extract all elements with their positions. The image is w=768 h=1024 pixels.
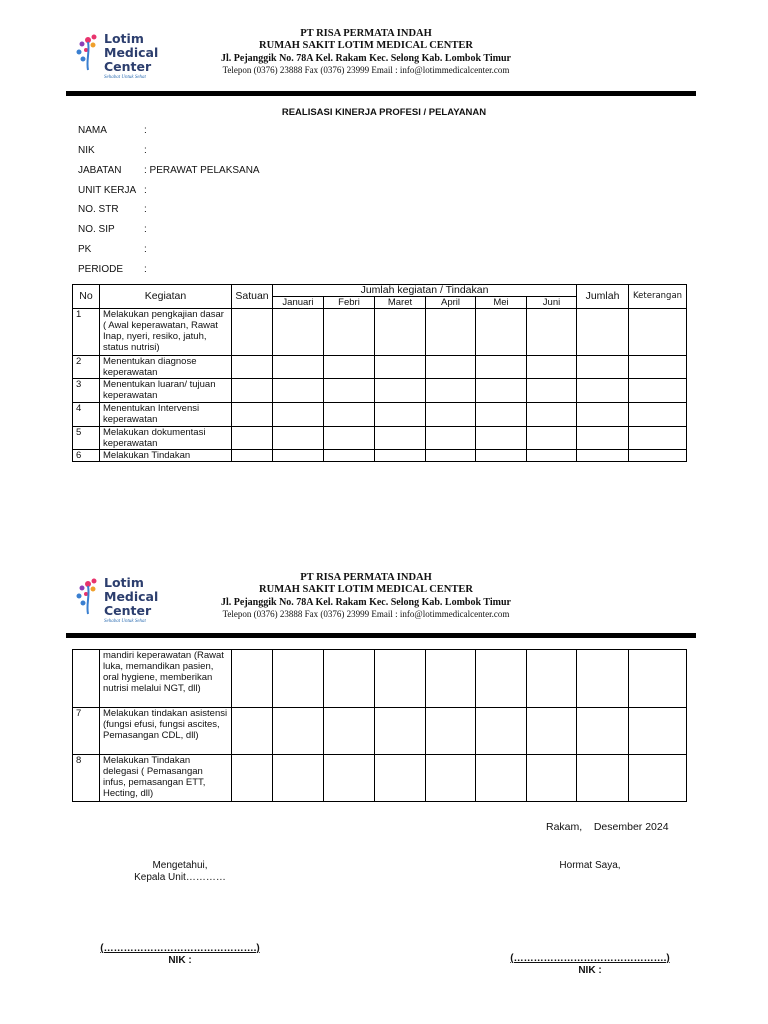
- hospital-name: RUMAH SAKIT LOTIM MEDICAL CENTER: [259, 40, 473, 51]
- header-divider: [66, 91, 696, 96]
- activity-table-continued: [72, 649, 687, 802]
- header-jumlah: Jumlah: [577, 285, 629, 309]
- field-no-sip: NO. SIP :: [78, 224, 147, 235]
- left-signer: [85, 943, 275, 967]
- header-satuan: Satuan: [232, 285, 273, 309]
- hospital-contact: Telepon (0376) 23888 Fax (0376) 23999 Email : info@lotimmedicalcenter.com: [222, 609, 510, 619]
- table-row: 2 Menentukan diagnose keperawatan: [73, 356, 687, 379]
- hospital-contact: Telepon (0376) 23888 Fax (0376) 23999 Email : info@lotimmedicalcenter.com: [222, 65, 510, 75]
- hospital-name: RUMAH SAKIT LOTIM MEDICAL CENTER: [259, 584, 473, 595]
- left-signer-nik: NIK :: [168, 955, 192, 966]
- activity-table: [72, 284, 687, 462]
- logo-flower-icon: [72, 574, 102, 624]
- right-signer-name: (……………………………………….): [510, 953, 670, 964]
- hospital-address: Jl. Pejanggik No. 78A Kel. Rakam Kec. Selong Kab. Lombok Timur: [221, 53, 511, 64]
- field-nama: NAMA :: [78, 125, 147, 136]
- mengetahui-label: Mengetahui,: [152, 860, 208, 871]
- kepala-unit-label: Kepala Unit…………: [134, 872, 226, 883]
- header-month-febri: Febri: [324, 297, 375, 309]
- logo-tagline: Sehabat Untuk Sehat: [104, 619, 146, 624]
- table-row: 8 Melakukan Tindakan delegasi ( Pemasangan infus, pemasangan ETT, Hecting, dll): [73, 755, 687, 802]
- header-month-april: April: [426, 297, 476, 309]
- field-unit-kerja: UNIT KERJA :: [78, 185, 147, 196]
- hormat-saya-label: Hormat Saya,: [559, 860, 621, 871]
- letterhead: [66, 28, 696, 98]
- header-keterangan: Keterangan: [629, 285, 687, 309]
- logo-line3: Center: [104, 603, 152, 618]
- hospital-logo: [72, 574, 162, 634]
- logo-line3: Center: [104, 59, 152, 74]
- logo-flower-icon: [72, 30, 102, 80]
- company-name: PT RISA PERMATA INDAH: [300, 28, 432, 39]
- header-divider-page2: [66, 633, 696, 638]
- table-row: 5 Melakukan dokumentasi keperawatan: [73, 427, 687, 450]
- header-no: No: [73, 285, 100, 309]
- place-date: Rakam, Desember 2024: [546, 821, 669, 833]
- document-title: REALISASI KINERJA PROFESI / PELAYANAN: [281, 107, 487, 118]
- header-month-maret: Maret: [375, 297, 426, 309]
- hospital-logo: [72, 30, 162, 90]
- company-name: PT RISA PERMATA INDAH: [300, 572, 432, 583]
- right-signer: [495, 953, 685, 977]
- letterhead-text: [216, 572, 516, 620]
- table-row: 1 Melakukan pengkajian dasar ( Awal keperawatan, Rawat Inap, nyeri, resiko, jatuh, status nutrisi): [73, 309, 687, 356]
- table-row: 4 Menentukan Intervensi keperawatan: [73, 403, 687, 427]
- header-month-juni: Juni: [527, 297, 577, 309]
- left-signature-block: [110, 860, 250, 884]
- header-month-mei: Mei: [476, 297, 527, 309]
- right-signer-nik: NIK :: [578, 965, 602, 976]
- logo-line1: Lotim: [104, 31, 144, 46]
- field-no-str: NO. STR :: [78, 204, 147, 215]
- table-row: 3 Menentukan luaran/ tujuan keperawatan: [73, 379, 687, 403]
- field-pk: PK :: [78, 244, 147, 255]
- field-jabatan: JABATAN : PERAWAT PELAKSANA: [78, 165, 260, 176]
- logo-line1: Lotim: [104, 575, 144, 590]
- left-signer-name: (……………………………………….): [100, 943, 260, 954]
- letterhead-text: [216, 28, 516, 76]
- logo-tagline: Sehabat Untuk Sehat: [104, 75, 146, 80]
- table-row: mandiri keperawatan (Rawat luka, memandikan pasien, oral hygiene, memberikan nutrisi melalui NGT, dll): [73, 650, 687, 708]
- field-periode: PERIODE :: [78, 264, 147, 275]
- hospital-address: Jl. Pejanggik No. 78A Kel. Rakam Kec. Selong Kab. Lombok Timur: [221, 597, 511, 608]
- logo-line2: Medical: [104, 45, 159, 60]
- table-row: 6 Melakukan Tindakan: [73, 450, 687, 462]
- letterhead-page2: [66, 572, 696, 642]
- table-row: 7 Melakukan tindakan asistensi (fungsi efusi, fungsi ascites, Pemasangan CDL, dll): [73, 708, 687, 755]
- logo-line2: Medical: [104, 589, 159, 604]
- header-jumlah-kegiatan: Jumlah kegiatan / Tindakan: [273, 285, 577, 297]
- header-month-januari: Januari: [273, 297, 324, 309]
- header-kegiatan: Kegiatan: [100, 285, 232, 309]
- field-nik: NIK :: [78, 145, 147, 156]
